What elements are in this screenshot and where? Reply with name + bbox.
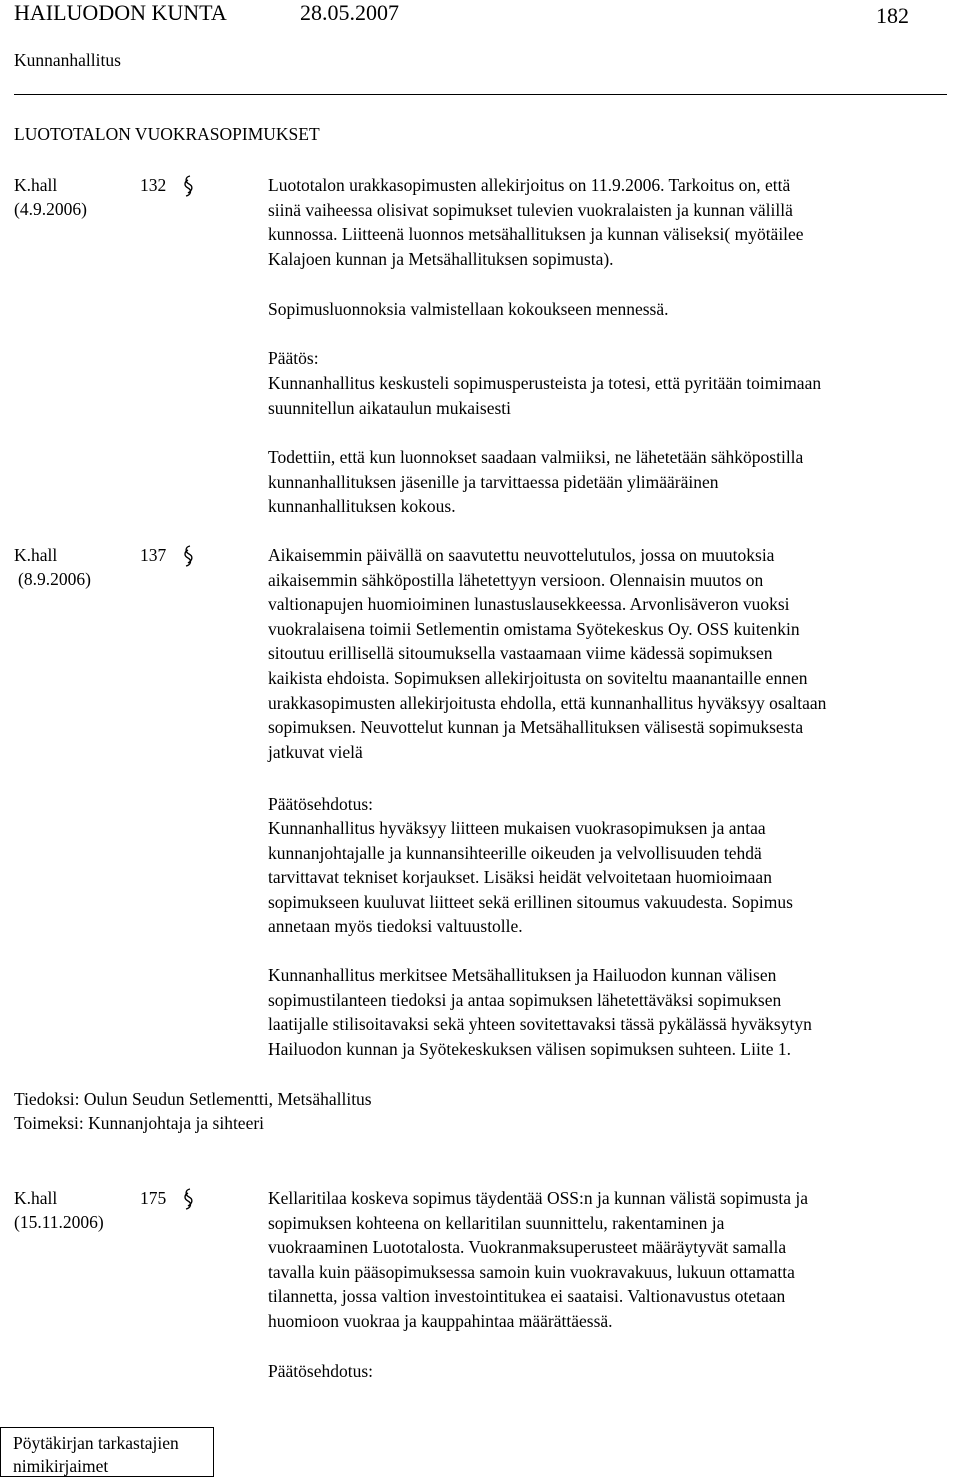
- text-line: Aikaisemmin päivällä on saavutettu neuvottelutulos, jossa on muutoksia: [268, 545, 775, 565]
- text-line: Kunnanhallitus keskusteli sopimusperusteista ja totesi, että pyritään toimimaan: [268, 373, 822, 393]
- text-line: kunnanjohtajalle ja kunnansihteerille oikeuden ja velvollisuuden tehdä: [268, 842, 762, 863]
- item-132-note: Sopimusluonnoksia valmistellaan kokoukseen mennessä.: [268, 299, 669, 319]
- text-line: Kunnanhallitus merkitsee Metsähallituksen ja Hailuodon kunnan välisen: [268, 965, 777, 985]
- text-line: vuokralaisena toimii Setlementin omistama Syötekeskus Oy. OSS kuitenkin: [268, 618, 800, 639]
- item-132-text: [268, 173, 804, 271]
- item-132-meeting-date: (4.9.2006): [14, 199, 87, 219]
- item-137-number: 137: [140, 545, 167, 565]
- text-line: vuokraaminen Luototalosta. Vuokranmaksuperusteet määräytyvät samalla: [268, 1237, 787, 1258]
- section-title: LUOTOTALON VUOKRASOPIMUKSET: [14, 124, 320, 144]
- distribution-toimeksi: Toimeksi: Kunnanjohtaja ja sihteeri: [14, 1113, 265, 1133]
- text-line: jatkuvat vielä: [268, 741, 363, 762]
- text-line: annetaan myös tiedoksi valtuustolle.: [268, 916, 523, 937]
- item-137-decision: [268, 963, 812, 1061]
- item-132-decision-2: [268, 445, 803, 519]
- header-rule: [14, 94, 947, 95]
- item-132-decision-label: Päätös:: [268, 348, 319, 368]
- item-137-meeting-date: (8.9.2006): [18, 569, 91, 589]
- text-line: sitoutuu erillisellä sitoumuksella vastaamaan viime kädessä sopimuksen: [268, 643, 773, 664]
- text-line: urakkasopimusten allekirjoitusta ehdolla, että kunnanhallitus hyväksyy osaltaan: [268, 692, 827, 713]
- text-line: Hailuodon kunnan ja Syötekeskuksen välisen sopimuksen suhteen. Liite 1.: [268, 1038, 791, 1059]
- text-line: valtionapujen huomioiminen lunastuslausekkeessa. Arvonlisäveron vuoksi: [268, 594, 790, 615]
- text-line: kunnanhallituksen jäsenille ja tarvittaessa pidetään ylimääräinen: [268, 471, 719, 492]
- item-132-number: 132: [140, 175, 167, 195]
- item-175-meeting-date: (15.11.2006): [14, 1212, 104, 1232]
- text-line: suunnitellun aikataulun mukaisesti: [268, 397, 512, 418]
- item-175-text: [268, 1186, 808, 1334]
- org-name: HAILUODON KUNTA: [14, 0, 227, 25]
- text-line: laatijalle stilisoitavaksi sekä yhteen sovitettavaksi tässä pykälässä hyväksytyn: [268, 1014, 812, 1035]
- item-132-decision: [268, 371, 821, 420]
- text-line: aikaisemmin sähköpostilla lähetettyyn versioon. Olennaisin muutos on: [268, 569, 764, 590]
- text-line: sopimukseen kuuluvat liitteet sekä erillinen sitoumus vakuudesta. Sopimus: [268, 891, 793, 912]
- item-137-proposal-label: Päätösehdotus:: [268, 794, 373, 814]
- item-175-number: 175: [140, 1188, 167, 1208]
- item-132-meeting: K.hall: [14, 175, 58, 195]
- text-line: tilannetta, jossa valtion investointitukea ei saataisi. Valtionavustus otetaan: [268, 1286, 786, 1307]
- text-line: Kalajoen kunnan ja Metsähallituksen sopimusta).: [268, 248, 614, 269]
- item-175-meeting: K.hall: [14, 1188, 58, 1208]
- distribution-tiedoksi: Tiedoksi: Oulun Seudun Setlementti, Metsähallitus: [14, 1089, 372, 1109]
- item-137-text: [268, 543, 826, 764]
- item-175-proposal-label: Päätösehdotus:: [268, 1361, 373, 1381]
- text-line: Luototalon urakkasopimusten allekirjoitus on 11.9.2006. Tarkoitus on, että: [268, 175, 791, 195]
- text-line: tavalla kuin pääsopimuksessa samoin kuin vuokravakuus, lukuun ottamatta: [268, 1261, 795, 1282]
- text-line: huomioon vuokraa ja kauppahintaa määrättäessä.: [268, 1310, 613, 1331]
- signature-box-line-2: nimikirjaimet: [13, 1456, 109, 1476]
- page-date: 28.05.2007: [300, 0, 399, 25]
- text-line: sopimuksen. Neuvottelut kunnan ja Metsähallituksen välisestä sopimuksesta: [268, 717, 804, 738]
- page-number: 182: [876, 3, 909, 28]
- text-line: kunnossa. Liitteenä luonnos metsähallituksen ja kunnan väliseksi( myötäilee: [268, 224, 804, 245]
- text-line: kaikista ehdoista. Sopimuksen allekirjoitusta on soviteltu maanantaille ennen: [268, 667, 808, 688]
- text-line: Kunnanhallitus hyväksyy liitteen mukaisen vuokrasopimuksen ja antaa: [268, 818, 766, 838]
- body-name: Kunnanhallitus: [14, 50, 121, 70]
- item-137-proposal: [268, 816, 793, 939]
- section-sign-icon: [182, 1187, 194, 1211]
- text-line: sopimustilanteen tiedoksi ja antaa sopimuksen lähetettäväksi sopimuksen: [268, 989, 782, 1010]
- text-line: kunnanhallituksen kokous.: [268, 496, 456, 517]
- signature-box: [0, 1427, 214, 1477]
- text-line: Todettiin, että kun luonnokset saadaan valmiiksi, ne lähetetään sähköpostilla: [268, 447, 804, 467]
- text-line: Kellaritilaa koskeva sopimus täydentää OSS:n ja kunnan välistä sopimusta ja: [268, 1188, 808, 1208]
- text-line: sopimuksen kohteena on kellaritilan suunnittelu, rakentaminen ja: [268, 1212, 725, 1233]
- text-line: siinä vaiheessa olisivat sopimukset tulevien vuokralaisten ja kunnan välillä: [268, 199, 793, 220]
- text-line: tarvittavat tekniset korjaukset. Lisäksi heidät velvoitetaan huomioimaan: [268, 867, 772, 888]
- item-137-meeting: K.hall: [14, 545, 58, 565]
- section-sign-icon: [182, 174, 194, 198]
- signature-box-line-1: Pöytäkirjan tarkastajien: [13, 1433, 179, 1453]
- section-sign-icon: [182, 544, 194, 568]
